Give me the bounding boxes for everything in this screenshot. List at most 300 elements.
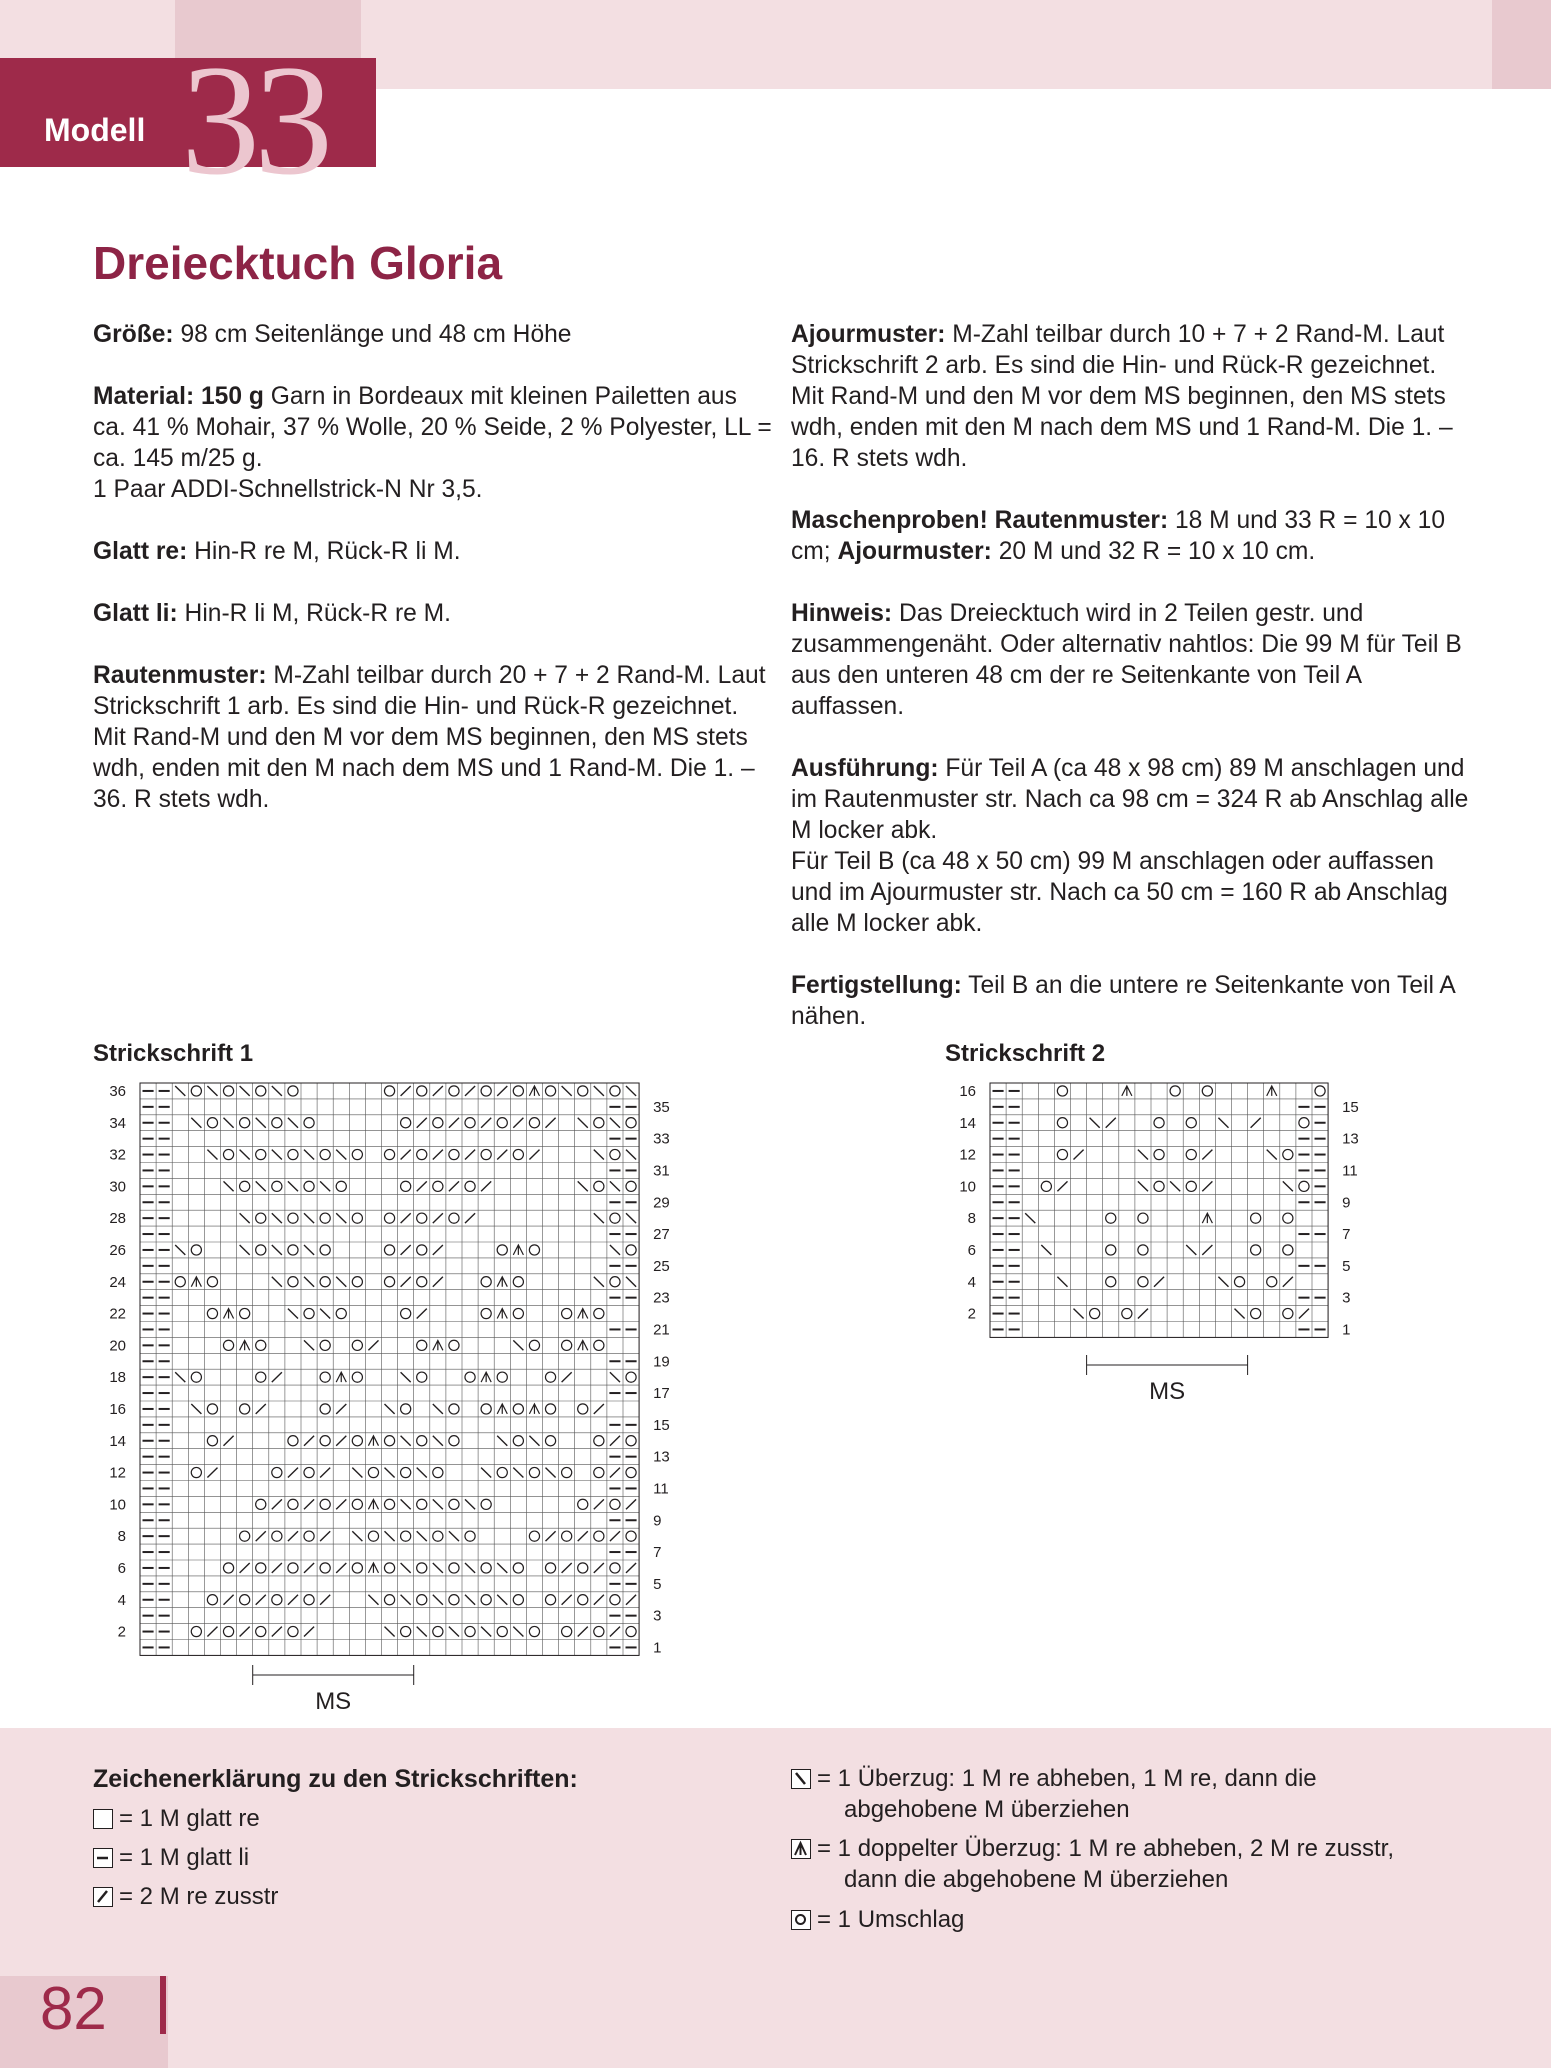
row-number-right: 17 <box>653 1385 670 1403</box>
yarn-over-mark <box>562 1626 572 1636</box>
yarn-over-mark <box>594 1626 604 1636</box>
row-number-right: 7 <box>1342 1226 1351 1244</box>
k2tog-mark <box>1299 1309 1309 1319</box>
yarn-over-mark <box>1283 1308 1293 1318</box>
yarn-over-mark <box>433 1181 443 1191</box>
k2tog-mark <box>336 1499 346 1509</box>
yarn-over-mark <box>368 1467 378 1477</box>
yarn-over-mark <box>1106 1277 1116 1287</box>
row-number-left: 6 <box>117 1559 126 1577</box>
yarn-over-mark <box>401 1626 411 1636</box>
yarn-over-mark <box>433 1118 443 1128</box>
yarn-over-mark <box>529 1531 539 1541</box>
row-number-left: 16 <box>959 1082 976 1100</box>
yarn-over-mark <box>401 1181 411 1191</box>
yarn-over-mark <box>417 1245 427 1255</box>
skp-mark <box>513 1627 523 1637</box>
double-decrease-mark <box>336 1372 346 1382</box>
yarn-over-mark <box>207 1436 217 1446</box>
yarn-over-mark <box>513 1149 523 1159</box>
skp-mark <box>304 1213 314 1223</box>
yarn-over-mark <box>562 1467 572 1477</box>
yarn-over-mark <box>433 1626 443 1636</box>
double-decrease-mark <box>497 1404 507 1414</box>
page-number: 82 <box>40 1975 107 2042</box>
empty-box-icon <box>93 1809 113 1829</box>
yarn-over-mark <box>191 1467 201 1477</box>
yarn-over-mark <box>497 1467 507 1477</box>
k2tog-mark <box>594 1563 604 1573</box>
k2tog-mark <box>336 1404 346 1414</box>
right-column <box>791 319 1471 1063</box>
skp-mark <box>240 1213 250 1223</box>
yarn-over-mark <box>272 1181 282 1191</box>
yarn-over-mark <box>1251 1308 1261 1318</box>
yarn-over-mark <box>1202 1086 1212 1096</box>
yarn-over-mark <box>191 1086 201 1096</box>
skp-mark <box>385 1404 395 1414</box>
yarn-over-mark <box>417 1340 427 1350</box>
row-number-left: 24 <box>109 1273 126 1291</box>
yarn-over-mark <box>594 1181 604 1191</box>
row-number-right: 9 <box>1342 1194 1351 1212</box>
skp-mark <box>304 1150 314 1160</box>
yarn-over-mark <box>288 1499 298 1509</box>
row-number-left: 20 <box>109 1337 126 1355</box>
k2tog-mark <box>562 1372 572 1382</box>
yarn-over-mark <box>223 1086 233 1096</box>
skp-mark <box>336 1277 346 1287</box>
yarn-over-mark <box>513 1277 523 1287</box>
k2tog-mark <box>449 1118 459 1128</box>
hinweis-paragraph: Hinweis: Das Dreiecktuch wird in 2 Teilen gestr. und zusammengenäht. Oder alternativ nahtlos: Die 99 M für Teil B aus den unteren 48 cm der re Seitenkante von Teil A auffassen. <box>791 600 1462 720</box>
yarn-over-mark <box>481 1499 491 1509</box>
row-number-right: 33 <box>653 1130 670 1148</box>
yarn-over-mark <box>481 1595 491 1605</box>
yarn-over-mark <box>223 1149 233 1159</box>
k2tog-mark <box>1138 1309 1148 1319</box>
k2tog-mark <box>401 1277 411 1287</box>
yarn-over-mark <box>594 1118 604 1128</box>
yarn-over-mark <box>320 1436 330 1446</box>
yarn-over-mark <box>401 1308 411 1318</box>
yarn-over-mark <box>352 1340 362 1350</box>
skp-mark <box>304 1340 314 1350</box>
size-paragraph: Größe: 98 cm Seitenlänge und 48 cm Höhe <box>93 321 572 348</box>
yarn-over-mark <box>1283 1213 1293 1223</box>
row-number-right: 5 <box>653 1575 662 1593</box>
skp-mark <box>207 1150 217 1160</box>
skp-mark <box>1218 1277 1228 1287</box>
skp-mark <box>513 1340 523 1350</box>
row-number-left: 12 <box>109 1464 126 1482</box>
yarn-over-mark <box>481 1308 491 1318</box>
skp-mark <box>288 1181 298 1191</box>
k2tog-mark <box>288 1531 298 1541</box>
yarn-over-mark <box>256 1626 266 1636</box>
k2tog-mark <box>320 1595 330 1605</box>
yarn-over-mark <box>449 1595 459 1605</box>
k2tog-mark <box>513 1118 523 1128</box>
double-decrease-mark <box>433 1340 443 1350</box>
row-number-left: 6 <box>967 1241 976 1259</box>
yarn-over-mark <box>465 1626 475 1636</box>
skp-mark <box>401 1372 411 1382</box>
skp-mark <box>433 1499 443 1509</box>
yarn-over-mark <box>545 1436 555 1446</box>
skp-mark <box>1041 1245 1051 1255</box>
yarn-over-mark <box>223 1563 233 1573</box>
yarn-over-mark <box>320 1245 330 1255</box>
yarn-over-mark <box>417 1086 427 1096</box>
yarn-over-mark <box>465 1181 475 1191</box>
row-number-left: 2 <box>117 1623 126 1641</box>
slash-box-icon <box>93 1887 113 1907</box>
skp-mark <box>1057 1277 1067 1287</box>
legend-item-yo: = 1 Umschlag <box>791 1904 964 1935</box>
k2tog-mark <box>256 1595 266 1605</box>
k2tog-mark <box>610 1627 620 1637</box>
skp-mark <box>304 1245 314 1255</box>
double-decrease-mark <box>191 1277 201 1287</box>
strickschrift-2-chart <box>940 1075 1460 1405</box>
row-number-right: 31 <box>653 1162 670 1180</box>
row-number-left: 16 <box>109 1400 126 1418</box>
row-number-left: 2 <box>967 1305 976 1323</box>
k2tog-mark <box>433 1277 443 1287</box>
skp-mark <box>175 1245 185 1255</box>
yarn-over-mark <box>545 1372 555 1382</box>
circle-box-icon <box>791 1910 811 1930</box>
skp-mark <box>562 1086 572 1096</box>
yarn-over-mark <box>1057 1086 1067 1096</box>
row-number-left: 18 <box>109 1369 126 1387</box>
yarn-over-mark <box>288 1086 298 1096</box>
yarn-over-mark <box>320 1277 330 1287</box>
skp-mark <box>610 1118 620 1128</box>
yarn-over-mark <box>256 1372 266 1382</box>
yarn-over-mark <box>256 1149 266 1159</box>
yarn-over-mark <box>417 1277 427 1287</box>
k2tog-mark <box>546 1118 556 1128</box>
legend-item-k2tog: = 2 M re zusstr <box>93 1881 278 1912</box>
yarn-over-mark <box>562 1308 572 1318</box>
skp-mark <box>1218 1118 1228 1128</box>
yarn-over-mark <box>1122 1308 1132 1318</box>
yarn-over-mark <box>320 1149 330 1159</box>
row-number-left: 10 <box>109 1496 126 1514</box>
yarn-over-mark <box>384 1595 394 1605</box>
yarn-over-mark <box>288 1626 298 1636</box>
yarn-over-mark <box>449 1340 459 1350</box>
skp-mark <box>1170 1181 1180 1191</box>
yarn-over-mark <box>529 1467 539 1477</box>
yarn-over-mark <box>449 1436 459 1446</box>
yarn-over-mark <box>240 1595 250 1605</box>
yarn-over-mark <box>288 1277 298 1287</box>
k2tog-mark <box>594 1595 604 1605</box>
modell-label: Modell <box>44 112 146 148</box>
k2tog-mark <box>417 1309 427 1319</box>
skp-mark <box>626 1277 636 1287</box>
k2tog-mark <box>465 1150 475 1160</box>
k2tog-mark <box>594 1499 604 1509</box>
row-number-left: 34 <box>109 1114 126 1132</box>
k2tog-mark <box>497 1086 507 1096</box>
double-decrease-mark <box>368 1499 378 1509</box>
k2tog-mark <box>417 1181 427 1191</box>
k2tog-mark <box>433 1245 443 1255</box>
k2tog-mark <box>626 1499 636 1509</box>
legend-item-skp: = 1 Überzug: 1 M re abheben, 1 M re, dann die abgehobene M überziehen <box>791 1763 1491 1825</box>
k2tog-mark <box>562 1595 572 1605</box>
row-number-right: 35 <box>653 1098 670 1116</box>
yarn-over-mark <box>610 1086 620 1096</box>
yarn-over-mark <box>417 1499 427 1509</box>
yarn-over-mark <box>272 1467 282 1477</box>
k2tog-mark <box>449 1181 459 1191</box>
row-number-right: 29 <box>653 1194 670 1212</box>
yarn-over-mark <box>1251 1213 1261 1223</box>
yarn-over-mark <box>240 1404 250 1414</box>
skp-mark <box>449 1627 459 1637</box>
k2tog-mark <box>256 1531 266 1541</box>
skp-mark <box>320 1181 330 1191</box>
yarn-over-mark <box>320 1340 330 1350</box>
k2tog-mark <box>481 1181 491 1191</box>
skp-mark <box>401 1563 411 1573</box>
yarn-over-mark <box>1041 1181 1051 1191</box>
double-decrease-mark <box>497 1277 507 1287</box>
skp-mark <box>320 1309 330 1319</box>
yarn-over-mark <box>626 1118 636 1128</box>
row-number-left: 28 <box>109 1210 126 1228</box>
skp-mark <box>578 1181 588 1191</box>
skp-mark <box>256 1181 266 1191</box>
yarn-over-mark <box>529 1340 539 1350</box>
left-column <box>93 319 773 846</box>
yarn-over-mark <box>497 1118 507 1128</box>
row-number-right: 7 <box>653 1544 662 1562</box>
row-number-right: 13 <box>1342 1130 1359 1148</box>
yarn-over-mark <box>240 1531 250 1541</box>
skp-mark <box>288 1118 298 1128</box>
k2tog-mark <box>1057 1181 1067 1191</box>
yarn-over-mark <box>191 1245 201 1255</box>
yarn-over-mark <box>352 1213 362 1223</box>
yarn-over-mark <box>1138 1277 1148 1287</box>
yarn-over-mark <box>288 1563 298 1573</box>
k2tog-mark <box>304 1436 314 1446</box>
yarn-over-mark <box>223 1626 233 1636</box>
row-number-left: 36 <box>109 1082 126 1100</box>
yarn-over-mark <box>1299 1181 1309 1191</box>
double-decrease-icon <box>791 1839 811 1859</box>
yarn-over-mark <box>513 1563 523 1573</box>
yarn-over-mark <box>384 1436 394 1446</box>
yarn-over-mark <box>384 1086 394 1096</box>
skp-mark <box>191 1118 201 1128</box>
k2tog-mark <box>610 1531 620 1541</box>
k2tog-mark <box>336 1563 346 1573</box>
double-decrease-mark <box>1267 1086 1277 1096</box>
yarn-over-mark <box>1267 1277 1277 1287</box>
skp-mark <box>288 1309 298 1319</box>
k2tog-mark <box>497 1150 507 1160</box>
glatt-li-paragraph: Glatt li: Hin-R li M, Rück-R re M. <box>93 600 451 627</box>
yarn-over-mark <box>1186 1181 1196 1191</box>
skp-mark <box>272 1213 282 1223</box>
skp-mark <box>481 1627 491 1637</box>
yarn-over-mark <box>272 1118 282 1128</box>
yarn-over-mark <box>497 1372 507 1382</box>
material-paragraph: Material: 150 g Garn in Bordeaux mit kleinen Pailetten aus ca. 41 % Mohair, 37 % Wolle, 20 % Seide, 2 % Polyester, LL = ca. 145 m/25 g. 1 Paar ADDI-Schnellstrick-N Nr 3,5. <box>93 383 772 503</box>
k2tog-mark <box>1154 1277 1164 1287</box>
yarn-over-mark <box>304 1181 314 1191</box>
skp-mark <box>433 1404 443 1414</box>
yarn-over-mark <box>352 1277 362 1287</box>
k2tog-mark <box>1283 1277 1293 1287</box>
dash-box-icon <box>93 1848 113 1868</box>
skp-mark <box>449 1531 459 1541</box>
yarn-over-mark <box>272 1531 282 1541</box>
yarn-over-mark <box>1106 1213 1116 1223</box>
skp-mark <box>352 1468 362 1478</box>
skp-mark <box>224 1181 234 1191</box>
chart1-title: Strickschrift 1 <box>93 1040 254 1067</box>
yarn-over-mark <box>1234 1277 1244 1287</box>
yarn-over-mark <box>1138 1213 1148 1223</box>
repeat-label: MS <box>315 1688 352 1715</box>
skp-mark <box>1267 1150 1277 1160</box>
page-title: Dreiecktuch Gloria <box>93 237 503 289</box>
yarn-over-mark <box>1057 1118 1067 1128</box>
yarn-over-mark <box>320 1404 330 1414</box>
yarn-over-mark <box>384 1213 394 1223</box>
yarn-over-mark <box>320 1499 330 1509</box>
glatt-re-paragraph: Glatt re: Hin-R re M, Rück-R li M. <box>93 538 461 565</box>
skp-mark <box>433 1595 443 1605</box>
skp-mark <box>304 1277 314 1287</box>
row-number-right: 1 <box>1342 1321 1351 1339</box>
k2tog-mark <box>610 1468 620 1478</box>
yarn-over-mark <box>545 1404 555 1414</box>
row-number-right: 3 <box>653 1607 662 1625</box>
yarn-over-mark <box>384 1563 394 1573</box>
yarn-over-mark <box>529 1626 539 1636</box>
skp-mark <box>594 1086 604 1096</box>
yarn-over-mark <box>288 1245 298 1255</box>
k2tog-mark <box>272 1627 282 1637</box>
yarn-over-mark <box>223 1340 233 1350</box>
yarn-over-mark <box>256 1213 266 1223</box>
yarn-over-mark <box>1154 1149 1164 1159</box>
row-number-right: 11 <box>653 1480 669 1498</box>
yarn-over-mark <box>513 1595 523 1605</box>
skp-mark <box>352 1531 362 1541</box>
double-decrease-mark <box>368 1436 378 1446</box>
k2tog-mark <box>465 1213 475 1223</box>
yarn-over-mark <box>449 1563 459 1573</box>
yarn-over-mark <box>304 1595 314 1605</box>
proben-paragraph: Maschenproben! Rautenmuster: 18 M und 33 R = 10 x 10 cm; Ajourmuster: 20 M und 32 R = 10 x 10 cm. <box>791 507 1446 565</box>
yarn-over-mark <box>513 1436 523 1446</box>
row-number-right: 15 <box>1342 1098 1359 1116</box>
yarn-over-mark <box>513 1404 523 1414</box>
yarn-over-mark <box>594 1308 604 1318</box>
yarn-over-mark <box>626 1372 636 1382</box>
double-decrease-mark <box>578 1309 588 1319</box>
k2tog-mark <box>401 1245 411 1255</box>
skp-mark <box>546 1468 556 1478</box>
yarn-over-mark <box>1138 1245 1148 1255</box>
yarn-over-mark <box>304 1467 314 1477</box>
k2tog-mark <box>1106 1118 1116 1128</box>
row-number-right: 19 <box>653 1353 670 1371</box>
yarn-over-mark <box>433 1531 443 1541</box>
row-number-left: 4 <box>967 1273 976 1291</box>
yarn-over-mark <box>1283 1245 1293 1255</box>
skp-mark <box>610 1372 620 1382</box>
k2tog-mark <box>368 1340 378 1350</box>
yarn-over-mark <box>352 1563 362 1573</box>
yarn-over-mark <box>352 1499 362 1509</box>
yarn-over-mark <box>529 1118 539 1128</box>
skp-mark <box>1090 1118 1100 1128</box>
yarn-over-mark <box>465 1118 475 1128</box>
skp-mark <box>385 1468 395 1478</box>
yarn-over-mark <box>449 1499 459 1509</box>
skp-mark <box>497 1595 507 1605</box>
skp-mark <box>417 1468 427 1478</box>
page-number-bar <box>160 1976 166 2034</box>
k2tog-mark <box>304 1499 314 1509</box>
legend-item-knit: = 1 M glatt re <box>93 1803 260 1834</box>
double-decrease-mark <box>368 1563 378 1573</box>
ajour-paragraph: Ajourmuster: M-Zahl teilbar durch 10 + 7 + 2 Rand-M. Laut Strickschrift 2 arb. Es sind die Hin- und Rück-R gezeichnet. Mit Rand-M und den M vor dem MS beginnen, den MS stets wdh, enden mit den M nach dem MS und 1 Rand-M. Die 1. – 16. R stets wdh. <box>791 321 1453 472</box>
skp-mark <box>1283 1181 1293 1191</box>
row-number-left: 4 <box>117 1591 126 1609</box>
k2tog-mark <box>401 1213 411 1223</box>
skp-mark <box>497 1563 507 1573</box>
yarn-over-mark <box>1057 1149 1067 1159</box>
skp-mark <box>256 1118 266 1128</box>
yarn-over-mark <box>1186 1118 1196 1128</box>
skp-mark <box>272 1277 282 1287</box>
row-number-right: 23 <box>653 1289 670 1307</box>
yarn-over-mark <box>304 1531 314 1541</box>
skp-mark <box>594 1277 604 1287</box>
yarn-over-mark <box>578 1086 588 1096</box>
row-number-left: 14 <box>959 1114 976 1132</box>
yarn-over-mark <box>288 1149 298 1159</box>
skp-mark <box>240 1086 250 1096</box>
double-decrease-mark <box>1202 1213 1212 1223</box>
yarn-over-mark <box>320 1563 330 1573</box>
k2tog-mark <box>433 1213 443 1223</box>
yarn-over-mark <box>1154 1118 1164 1128</box>
yarn-over-mark <box>256 1245 266 1255</box>
skp-mark <box>240 1245 250 1255</box>
k2tog-mark <box>1202 1150 1212 1160</box>
skp-mark <box>513 1468 523 1478</box>
yarn-over-mark <box>320 1213 330 1223</box>
yarn-over-mark <box>240 1308 250 1318</box>
skp-mark <box>1235 1309 1245 1319</box>
yarn-over-mark <box>384 1149 394 1159</box>
yarn-over-mark <box>465 1531 475 1541</box>
yarn-over-mark <box>562 1340 572 1350</box>
